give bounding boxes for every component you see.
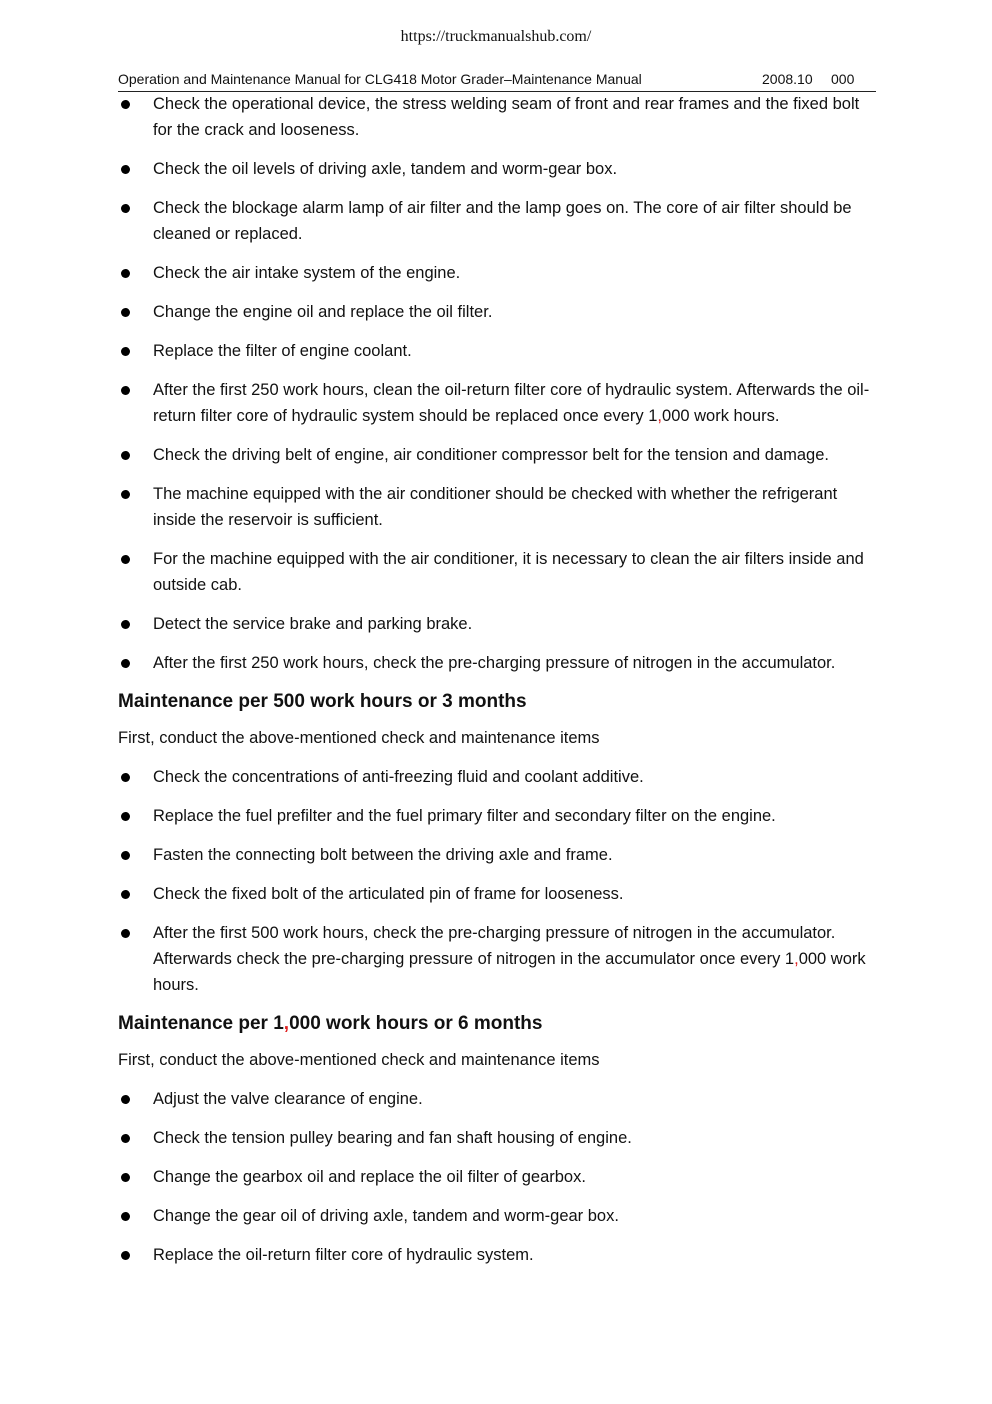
bullet-icon [121, 620, 130, 629]
bullet-icon [121, 269, 130, 278]
list-item-text: Check the driving belt of engine, air conditioner compressor belt for the tension and damage. [153, 446, 829, 464]
maintenance-list-250 [118, 91, 876, 676]
list-item-text: Adjust the valve clearance of engine. [153, 1090, 423, 1108]
list-item-text: Replace the fuel prefilter and the fuel primary filter and secondary filter on the engine. [153, 807, 776, 825]
list-item [118, 1086, 876, 1112]
section-intro: First, conduct the above-mentioned check and maintenance items [118, 729, 600, 747]
page-content [118, 91, 876, 1281]
bullet-icon [121, 1251, 130, 1260]
list-item [118, 260, 876, 286]
bullet-icon [121, 165, 130, 174]
maintenance-list-1000 [118, 1086, 876, 1268]
bullet-icon [121, 386, 130, 395]
bullet-icon [121, 929, 130, 938]
list-item [118, 611, 876, 637]
bullet-icon [121, 1095, 130, 1104]
highlighted-comma: , [657, 407, 663, 425]
list-item [118, 842, 876, 868]
highlighted-comma: , [794, 950, 799, 968]
manual-date: 2008.10 [762, 71, 813, 87]
bullet-icon [121, 204, 130, 213]
list-item-text: Check the tension pulley bearing and fan shaft housing of engine. [153, 1129, 632, 1147]
list-item [118, 338, 876, 364]
bullet-icon [121, 1173, 130, 1182]
list-item [118, 299, 876, 325]
list-item [118, 481, 876, 533]
page-header [118, 69, 876, 92]
list-item [118, 91, 876, 143]
list-item [118, 1242, 876, 1268]
section-intro: First, conduct the above-mentioned check and maintenance items [118, 1051, 600, 1069]
list-item-text: For the machine equipped with the air conditioner, it is necessary to clean the air filters inside and outside cab. [153, 550, 864, 594]
highlighted-comma: , [283, 1013, 290, 1034]
list-item-text: Change the gear oil of driving axle, tandem and worm-gear box. [153, 1207, 619, 1225]
list-item [118, 1203, 876, 1229]
list-item-text: After the first 250 work hours, check the pre-charging pressure of nitrogen in the accumulator. [153, 654, 836, 672]
page-number: 000 [831, 71, 855, 87]
list-item [118, 442, 876, 468]
list-item [118, 156, 876, 182]
bullet-icon [121, 490, 130, 499]
list-item-text: Fasten the connecting bolt between the driving axle and frame. [153, 846, 613, 864]
list-item [118, 764, 876, 790]
list-item-text: Change the gearbox oil and replace the oil filter of gearbox. [153, 1168, 586, 1186]
list-item [118, 546, 876, 598]
bullet-icon [121, 451, 130, 460]
list-item [118, 195, 876, 247]
heading-part: Maintenance per 1 [118, 1013, 284, 1034]
list-item [118, 881, 876, 907]
list-item [118, 803, 876, 829]
list-item [118, 920, 876, 998]
list-item [118, 1125, 876, 1151]
text-part: After the first 250 work hours, clean the oil-return filter core of hydraulic system. Afterwards the oil-return filter core of hydraulic system should be replaced once every 1 [153, 381, 870, 425]
bullet-icon [121, 100, 130, 109]
heading-part: 000 work hours or 6 months [289, 1013, 543, 1034]
list-item-text [153, 924, 866, 994]
list-item-text: The machine equipped with the air conditioner should be checked with whether the refrigerant inside the reservoir is sufficient. [153, 485, 838, 529]
section-heading-1000 [118, 1011, 876, 1037]
list-item-text: Change the engine oil and replace the oil filter. [153, 303, 493, 321]
bullet-icon [121, 890, 130, 899]
bullet-icon [121, 347, 130, 356]
list-item [118, 1164, 876, 1190]
list-item-text: Detect the service brake and parking brake. [153, 615, 473, 633]
list-item-text: Check the blockage alarm lamp of air filter and the lamp goes on. The core of air filter should be cleaned or replaced. [153, 199, 852, 243]
list-item-text: Replace the filter of engine coolant. [153, 342, 412, 360]
text-part: After the first 500 work hours, check the pre-charging pressure of nitrogen in the accumulator. Afterwards check the pre-charging pressure of nitrogen in the accumulator once every 1 [153, 924, 836, 968]
bullet-icon [121, 851, 130, 860]
list-item-text: Check the air intake system of the engine. [153, 264, 461, 282]
text-part: 000 work hours. [153, 950, 866, 994]
maintenance-list-500 [118, 764, 876, 998]
list-item-text: Check the oil levels of driving axle, tandem and worm-gear box. [153, 160, 618, 178]
bullet-icon [121, 1212, 130, 1221]
bullet-icon [121, 812, 130, 821]
list-item-text: Check the operational device, the stress welding seam of front and rear frames and the fixed bolt for the crack and looseness. [153, 95, 860, 139]
text-part: 000 work hours. [662, 407, 780, 425]
list-item-text: Check the fixed bolt of the articulated pin of frame for looseness. [153, 885, 624, 903]
bullet-icon [121, 659, 130, 668]
list-item-text: Check the concentrations of anti-freezing fluid and coolant additive. [153, 768, 644, 786]
list-item [118, 650, 876, 676]
list-item-text [153, 381, 869, 425]
source-url: https://truckmanualshub.com/ [400, 28, 592, 45]
bullet-icon [121, 1134, 130, 1143]
list-item [118, 377, 876, 429]
list-item-text: Replace the oil-return filter core of hydraulic system. [153, 1246, 534, 1264]
bullet-icon [121, 555, 130, 564]
manual-title: Operation and Maintenance Manual for CLG418 Motor Grader–Maintenance Manual [118, 71, 642, 87]
bullet-icon [121, 773, 130, 782]
section-heading-500: Maintenance per 500 work hours or 3 months [118, 691, 527, 712]
bullet-icon [121, 308, 130, 317]
